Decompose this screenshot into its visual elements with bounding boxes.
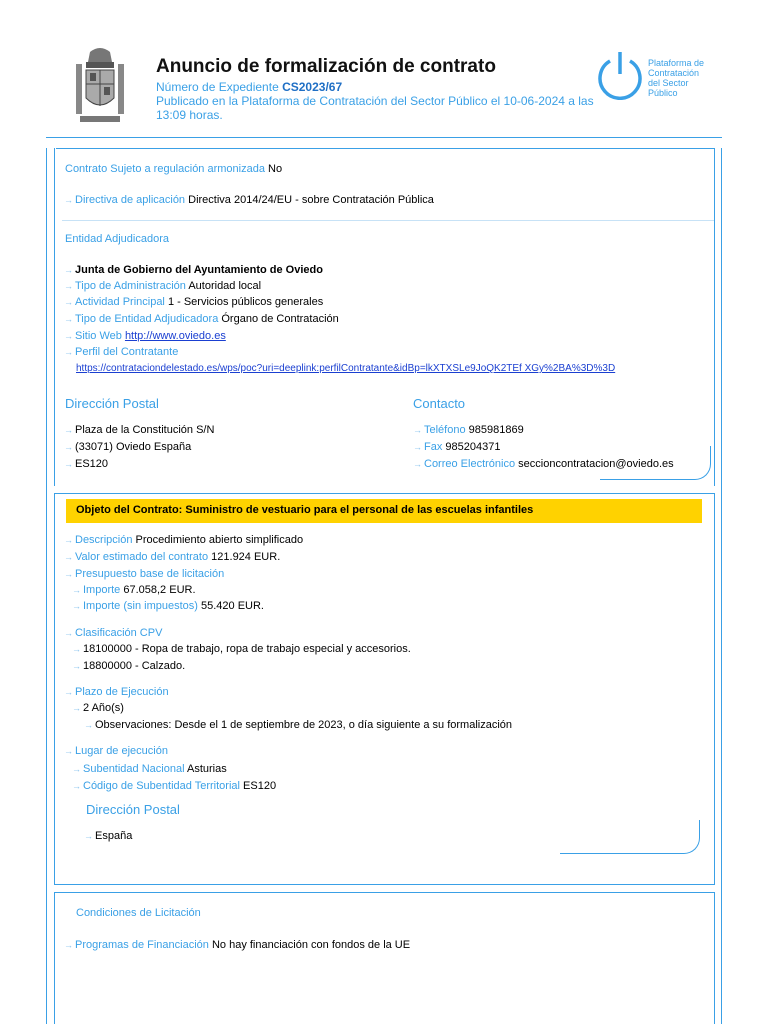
directiva-value: Directiva 2014/24/EU - sobre Contratación Pública bbox=[188, 194, 434, 206]
cpv-label: Clasificación CPV bbox=[75, 627, 163, 639]
arrow-icon: → bbox=[72, 585, 81, 595]
expediente-line bbox=[156, 80, 342, 94]
plazo-label: Plazo de Ejecución bbox=[75, 686, 169, 698]
cpv-item-2: 18800000 - Calzado. bbox=[83, 660, 186, 672]
arrow-icon: → bbox=[64, 331, 73, 341]
divider bbox=[62, 220, 714, 221]
arrow-icon: → bbox=[64, 297, 73, 307]
email-value: seccioncontratacion@oviedo.es bbox=[518, 458, 674, 470]
arrow-icon: → bbox=[413, 442, 422, 452]
importe-sin-row bbox=[72, 600, 264, 613]
arrow-icon: → bbox=[413, 425, 422, 435]
direccion-line bbox=[64, 441, 191, 454]
entidad-name-row bbox=[64, 264, 323, 277]
arrow-icon: → bbox=[64, 425, 73, 435]
arrow-icon: → bbox=[64, 195, 73, 205]
direccion-frame-curve bbox=[560, 820, 700, 854]
entidad-name: Junta de Gobierno del Ayuntamiento de Oviedo bbox=[75, 264, 323, 276]
sitio-web-label: Sitio Web bbox=[75, 330, 122, 342]
publication-line: Publicado en la Plataforma de Contratación del Sector Público el 10-06-2024 a las 13:09 horas. bbox=[156, 94, 594, 122]
contacto-title: Contacto bbox=[413, 396, 466, 411]
subentidad-value: Asturias bbox=[186, 763, 227, 775]
arrow-icon: → bbox=[72, 703, 81, 713]
lugar-row bbox=[64, 745, 168, 758]
arrow-icon: → bbox=[64, 628, 73, 638]
importe-value: 67.058,2 EUR. bbox=[123, 584, 196, 596]
tipo-admin-value: Autoridad local bbox=[188, 280, 262, 292]
valor-label: Valor estimado del contrato bbox=[75, 551, 209, 563]
perfil-row bbox=[64, 346, 178, 359]
arrow-icon: → bbox=[64, 569, 73, 579]
fax-label: Fax bbox=[424, 441, 443, 453]
cpv-row bbox=[64, 627, 162, 640]
fax-row bbox=[413, 441, 500, 454]
codigo-label: Código de Subentidad Territorial bbox=[83, 780, 240, 792]
cpv-item-1: 18100000 - Ropa de trabajo, ropa de trabajo especial y accesorios. bbox=[83, 643, 411, 655]
plazo-row bbox=[64, 686, 169, 699]
platform-logo-icon bbox=[596, 52, 644, 100]
importe-row bbox=[72, 584, 196, 597]
codigo-value: ES120 bbox=[243, 780, 277, 792]
contacto-frame-curve bbox=[600, 446, 711, 480]
arrow-icon: → bbox=[72, 644, 81, 654]
page-title: Anuncio de formalización de contrato bbox=[156, 56, 496, 77]
section-top-rule bbox=[56, 148, 714, 149]
direccion-line2: (33071) Oviedo España bbox=[75, 441, 192, 453]
valor-value: 121.924 EUR. bbox=[211, 551, 281, 563]
importe-label: Importe bbox=[83, 584, 121, 596]
platform-logo-text bbox=[648, 58, 718, 98]
tipo-entidad-row bbox=[64, 313, 339, 326]
codigo-row bbox=[72, 780, 276, 793]
expediente-label: Número de Expediente bbox=[156, 80, 283, 94]
programas-row bbox=[64, 939, 410, 952]
objeto-banner: Objeto del Contrato: Suministro de vestuario para el personal de las escuelas infantiles bbox=[66, 499, 702, 523]
entidad-title: Entidad Adjudicadora bbox=[65, 233, 169, 245]
expediente-value: CS2023/67 bbox=[282, 80, 343, 94]
telefono-label: Teléfono bbox=[424, 424, 466, 436]
observaciones-value: Observaciones: Desde el 1 de septiembre de 2023, o día siguiente a su formalización bbox=[95, 719, 513, 731]
plazo-value: 2 Año(s) bbox=[83, 702, 124, 714]
perfil-label: Perfil del Contratante bbox=[75, 346, 179, 358]
document-header bbox=[0, 0, 768, 140]
logo-text-line: Contratación bbox=[648, 68, 700, 78]
arrow-icon: → bbox=[84, 720, 93, 730]
header-divider bbox=[46, 137, 722, 138]
arrow-icon: → bbox=[413, 459, 422, 469]
programas-label: Programas de Financiación bbox=[75, 939, 209, 951]
logo-text-line: Público bbox=[648, 88, 678, 98]
plazo-value-row bbox=[72, 702, 124, 715]
lugar-label: Lugar de ejecución bbox=[75, 745, 168, 757]
arrow-icon: → bbox=[64, 940, 73, 950]
sitio-web-row bbox=[64, 330, 226, 343]
fax-value: 985204371 bbox=[445, 441, 501, 453]
coat-of-arms-icon bbox=[70, 46, 130, 126]
logo-text-line: del Sector bbox=[648, 78, 689, 88]
subentidad-row bbox=[72, 763, 227, 776]
importe-sin-label: Importe (sin impuestos) bbox=[83, 600, 198, 612]
presupuesto-label: Presupuesto base de licitación bbox=[75, 568, 225, 580]
observaciones-row bbox=[84, 719, 512, 732]
arrow-icon: → bbox=[64, 459, 73, 469]
arrow-icon: → bbox=[64, 687, 73, 697]
direccion-line bbox=[64, 458, 108, 471]
direccion-line1: Plaza de la Constitución S/N bbox=[75, 424, 215, 436]
arrow-icon: → bbox=[72, 601, 81, 611]
directiva-row bbox=[64, 194, 434, 207]
sitio-web-link[interactable]: http://www.oviedo.es bbox=[124, 330, 226, 342]
armonizada-title bbox=[65, 163, 282, 176]
arrow-icon: → bbox=[64, 265, 73, 275]
telefono-row bbox=[413, 424, 524, 437]
arrow-icon: → bbox=[64, 281, 73, 291]
logo-text-line: Plataforma de bbox=[648, 58, 705, 68]
actividad-label: Actividad Principal bbox=[75, 296, 165, 308]
arrow-icon: → bbox=[72, 781, 81, 791]
presupuesto-row bbox=[64, 568, 224, 581]
direccion-line bbox=[64, 424, 214, 437]
descripcion-row bbox=[64, 534, 303, 547]
armonizada-title-text: Contrato Sujeto a regulación armonizada bbox=[65, 163, 265, 175]
subentidad-label: Subentidad Nacional bbox=[83, 763, 185, 775]
descripcion-value: Procedimiento abierto simplificado bbox=[135, 534, 304, 546]
telefono-value: 985981869 bbox=[468, 424, 524, 436]
email-label: Correo Electrónico bbox=[424, 458, 516, 470]
arrow-icon: → bbox=[72, 764, 81, 774]
arrow-icon: → bbox=[64, 347, 73, 357]
cpv-item bbox=[72, 643, 411, 656]
programas-value: No hay financiación con fondos de la UE bbox=[211, 939, 411, 951]
objeto-direccion-row bbox=[84, 830, 132, 843]
objeto-direccion-value: España bbox=[95, 830, 133, 842]
importe-sin-value: 55.420 EUR. bbox=[201, 600, 264, 612]
actividad-row bbox=[64, 296, 323, 309]
condiciones-title: Condiciones de Licitación bbox=[76, 907, 201, 919]
direccion-title: Dirección Postal bbox=[65, 396, 159, 411]
arrow-icon: → bbox=[64, 314, 73, 324]
tipo-admin-label: Tipo de Administración bbox=[75, 280, 186, 292]
armonizada-value: No bbox=[268, 163, 283, 175]
objeto-direccion-title: Dirección Postal bbox=[86, 802, 180, 817]
arrow-icon: → bbox=[84, 831, 93, 841]
actividad-value: 1 - Servicios públicos generales bbox=[167, 296, 324, 308]
arrow-icon: → bbox=[72, 661, 81, 671]
arrow-icon: → bbox=[64, 442, 73, 452]
tipo-entidad-value: Órgano de Contratación bbox=[221, 313, 339, 325]
perfil-link[interactable]: https://contrataciondelestado.es/wps/poc?uri=deeplink:perfilContratante&idBp=lkXTXSLe9JoQK2TEf XGy%2BA%3D%3D bbox=[76, 363, 616, 374]
arrow-icon: → bbox=[64, 535, 73, 545]
tipo-admin-row bbox=[64, 280, 261, 293]
arrow-icon: → bbox=[64, 746, 73, 756]
cpv-item bbox=[72, 660, 185, 673]
arrow-icon: → bbox=[64, 552, 73, 562]
tipo-entidad-label: Tipo de Entidad Adjudicadora bbox=[75, 313, 219, 325]
directiva-label: Directiva de aplicación bbox=[75, 194, 186, 206]
valor-row bbox=[64, 551, 280, 564]
perfil-link-row bbox=[76, 362, 615, 375]
descripcion-label: Descripción bbox=[75, 534, 133, 546]
direccion-line3: ES120 bbox=[75, 458, 109, 470]
